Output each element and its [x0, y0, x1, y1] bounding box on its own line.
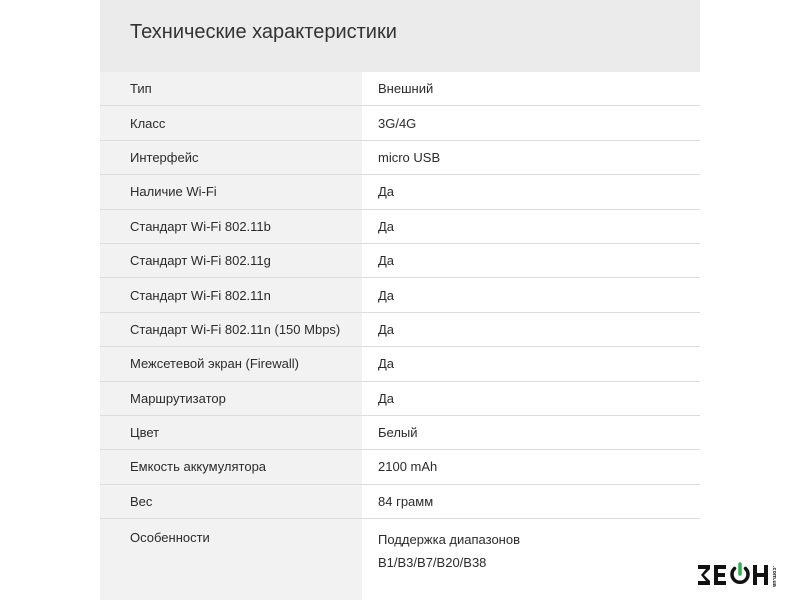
- spec-label: Цвет: [100, 416, 362, 450]
- power-icon: [732, 564, 748, 582]
- spec-label: Стандарт Wi-Fi 802.11n: [100, 278, 362, 312]
- spec-value: 2100 mAh: [362, 450, 700, 484]
- spec-label: Межсетевой экран (Firewall): [100, 347, 362, 381]
- zeon-logo: [695, 557, 785, 593]
- spec-label: Наличие Wi-Fi: [100, 175, 362, 209]
- spec-label: Маршрутизатор: [100, 382, 362, 416]
- spec-label: Стандарт Wi-Fi 802.11b: [100, 210, 362, 244]
- logo-letter-n: [753, 565, 768, 585]
- spec-value: Да: [362, 313, 700, 347]
- spec-table: [100, 72, 700, 600]
- spec-card: [100, 0, 700, 600]
- label-column: [100, 72, 362, 600]
- spec-value: 3G/4G: [362, 106, 700, 140]
- spec-label: Тип: [100, 72, 362, 106]
- logo-letter-z: [698, 565, 710, 585]
- spec-value: 84 грамм: [362, 485, 700, 519]
- spec-label: Стандарт Wi-Fi 802.11n (150 Mbps): [100, 313, 362, 347]
- spec-value: Белый: [362, 416, 700, 450]
- spec-label: Особенности: [130, 530, 210, 546]
- spec-label: Емкость аккумулятора: [100, 450, 362, 484]
- spec-label: Стандарт Wi-Fi 802.11g: [100, 244, 362, 278]
- spec-value: Да: [362, 382, 700, 416]
- logo-letter-e: [714, 565, 726, 585]
- spec-value: Да: [362, 244, 700, 278]
- spec-value: Внешний: [362, 72, 700, 106]
- spec-value: Да: [362, 278, 700, 312]
- spec-value-line: Поддержка диапазонов: [378, 532, 520, 548]
- spec-value: [362, 519, 700, 587]
- spec-value-line: B1/B3/B7/B20/B38: [378, 555, 487, 571]
- spec-label: Класс: [100, 106, 362, 140]
- spec-header: [100, 0, 700, 72]
- value-column: [362, 72, 700, 600]
- spec-value-multiline: [378, 528, 520, 574]
- spec-label: Интерфейс: [100, 141, 362, 175]
- spec-value: Да: [362, 175, 700, 209]
- spec-value: Да: [362, 210, 700, 244]
- spec-title: Технические характеристики: [130, 21, 397, 43]
- logo-suffix: .com.ua: [771, 566, 777, 587]
- spec-value: Да: [362, 347, 700, 381]
- spec-label: Вес: [100, 485, 362, 519]
- spec-value: micro USB: [362, 141, 700, 175]
